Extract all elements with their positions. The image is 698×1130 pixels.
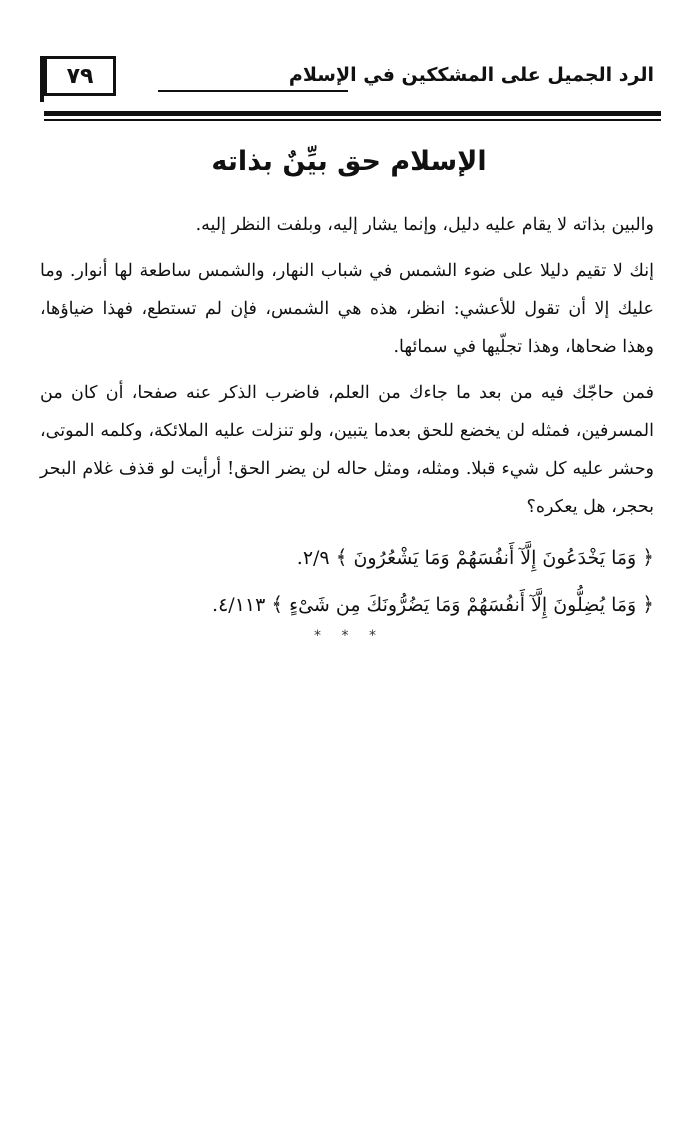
paragraph: إنك لا تقيم دليلا على ضوء الشمس في شباب النهار، والشمس ساطعة لها أنوار. وما عليك إلا أن تقول للأعشي: انظر، هذه هي الشمس، فإن لم تستطع، فهذا ضياؤها، وهذا ضحاها، وهذا تجلّيها في سمائها.: [40, 261, 654, 357]
body-text: [40, 206, 654, 628]
verse-open-bracket: ﴿: [642, 592, 654, 616]
paragraph: فمن حاجّك فيه من بعد ما جاءك من العلم، فاضرب الذكر عنه صفحا، أن كان من المسرفين، فمثله لن يخضع للحق بعدما يتبين، ولو تنزلت عليه الملائكة، وكلمه الموتى، وحشر عليه كل شيء قبلا. ومثله، ومثل حاله لن يضر الحق! أرأيت لو قذف غلام البحر بحجر، هل يعكره؟: [40, 383, 654, 517]
section-separator: * * *: [314, 628, 384, 644]
verse-close-bracket: ﴾: [335, 545, 348, 569]
quran-verse: [40, 581, 654, 628]
verse-open-bracket: ﴿: [642, 545, 654, 569]
header-divider-short: [158, 90, 348, 92]
header-rule-thin: [44, 119, 661, 121]
chapter-title: الإسلام حق بيِّنٌ بذاته: [211, 146, 487, 177]
paragraph: والبين بذاته لا يقام عليه دليل، وإنما يشار إليه، وبلفت النظر إليه.: [195, 215, 654, 235]
verse-text: وَمَا يُضِلُّونَ إِلَّآ أَنفُسَهُمْ وَمَا يَضُرُّونَكَ مِن شَىْءٍ: [289, 594, 637, 616]
running-title: الرد الجميل على المشككين في الإسلام: [288, 64, 654, 86]
header-rule-thick: [44, 111, 661, 116]
verse-close-bracket: ﴾: [271, 592, 284, 616]
verse-reference: ٤/١١٣.: [212, 594, 266, 616]
quran-verse: [40, 534, 654, 581]
verse-text: وَمَا يَخْدَعُونَ إِلَّآ أَنفُسَهُمْ وَمَا يَشْعُرُونَ: [353, 547, 637, 569]
page-number: ٧٩: [44, 56, 116, 96]
verse-reference: ٢/٩.: [296, 547, 330, 569]
